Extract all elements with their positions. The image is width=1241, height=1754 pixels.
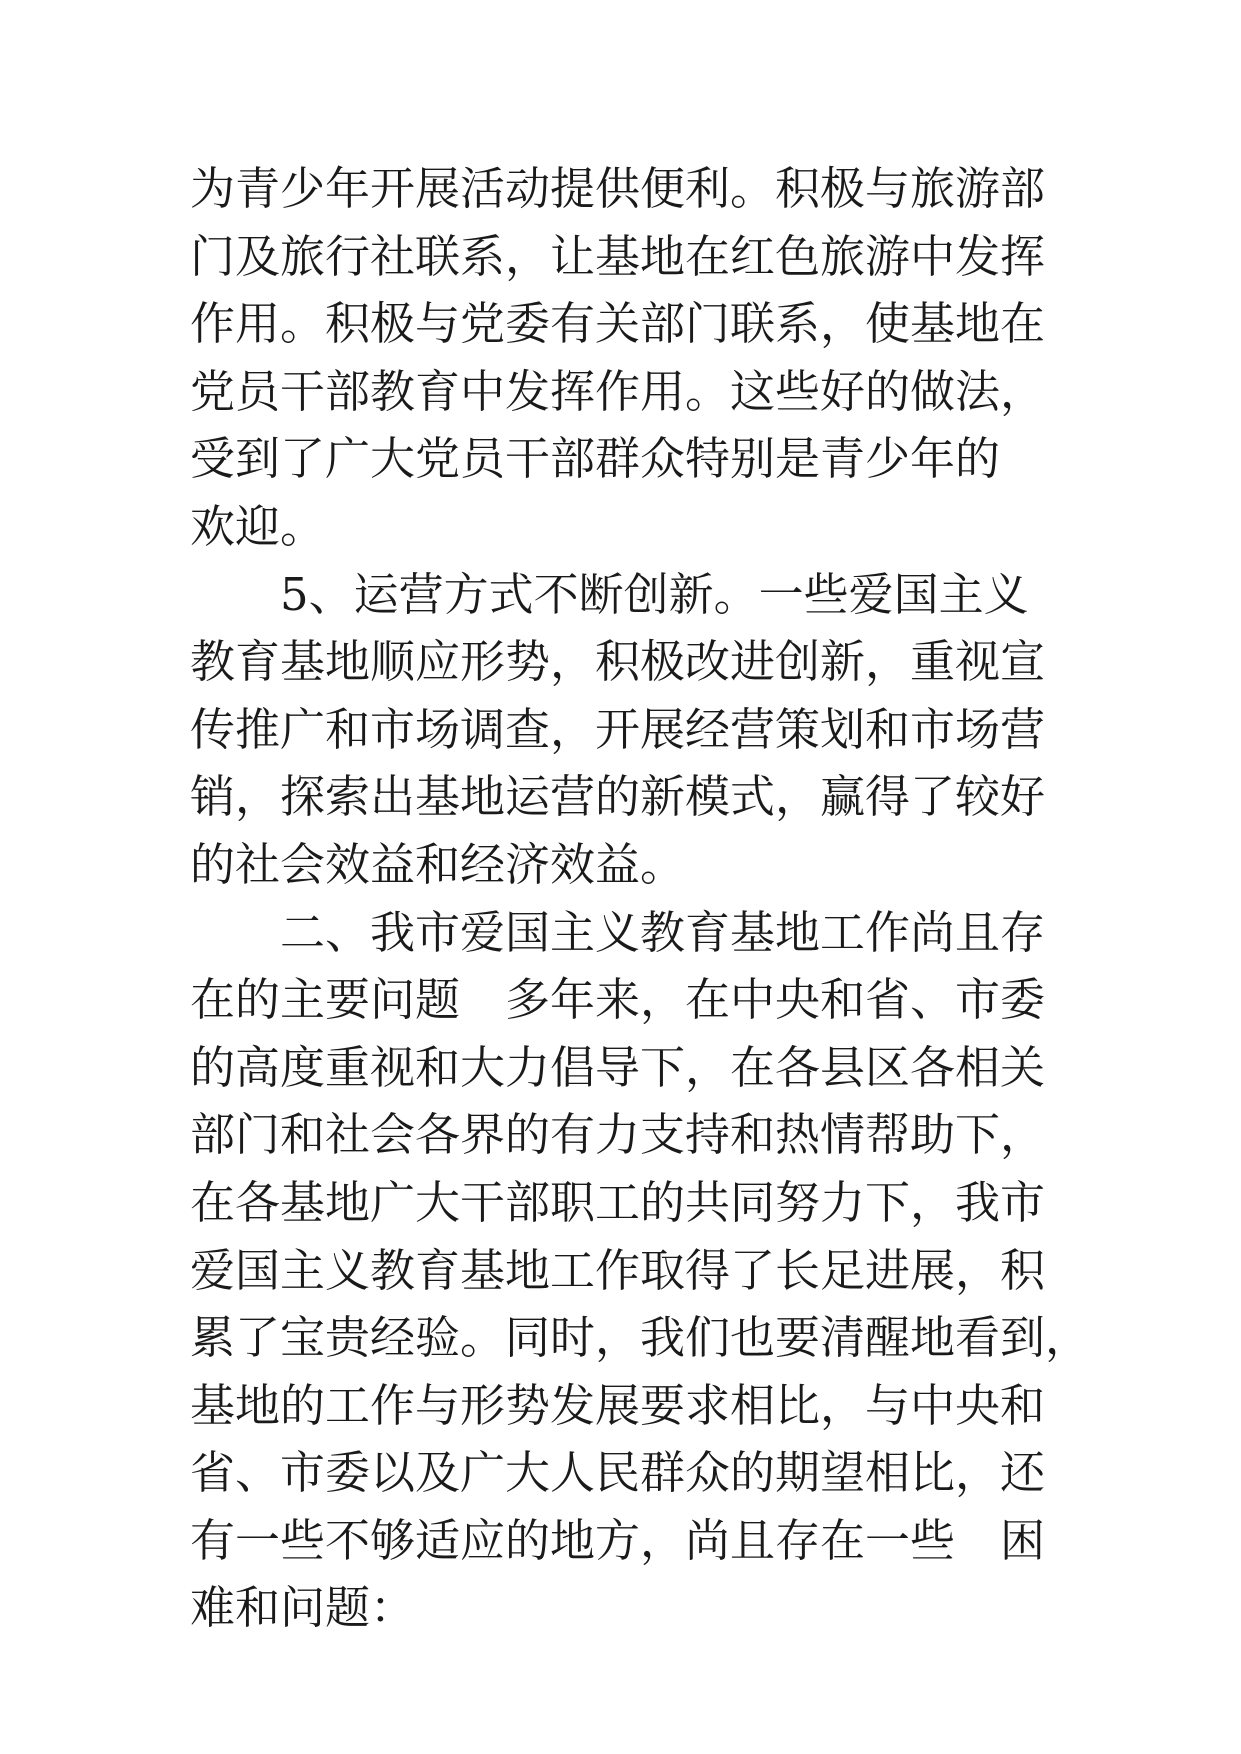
text-line: 欢迎。 <box>190 499 326 553</box>
text-line: 为青少年开展活动提供便利。积极与旅游部 <box>190 162 1046 215</box>
text-line: 门及旅行社联系，让基地在红色旅游中发挥 <box>190 229 1046 283</box>
text-line: 累了宝贵经验。同时，我们也要清醒地看到， <box>190 1311 1091 1365</box>
text-line: 传推广和市场调查，开展经营策划和市场营 <box>190 702 1046 756</box>
text-line: 二、我市爱国主义教育基地工作尚且存 <box>190 905 1046 959</box>
text-line: 在的主要问题 多年来，在中央和省、市委 <box>190 973 1046 1027</box>
text-line: 难和问题： <box>190 1581 416 1635</box>
text-line: 教育基地顺应形势，积极改进创新，重视宣 <box>190 635 1046 689</box>
text-line: 受到了广大党员干部群众特别是青少年的 <box>190 432 1001 486</box>
text-line: 的高度重视和大力倡导下，在各县区各相关 <box>190 1040 1046 1094</box>
text-line: 爱国主义教育基地工作取得了长足进展，积 <box>190 1243 1046 1297</box>
text-line: 党员干部教育中发挥作用。这些好的做法， <box>190 364 1046 418</box>
text-line: 的社会效益和经济效益。 <box>190 837 686 891</box>
text-line: 5、运营方式不断创新。一些爱国主义 <box>190 567 1029 621</box>
text-line: 省、市委以及广大人民群众的期望相比，还 <box>190 1446 1046 1500</box>
text-line: 有一些不够适应的地方，尚且存在一些 困 <box>190 1513 1046 1567</box>
text-line: 基地的工作与形势发展要求相比，与中央和 <box>190 1378 1046 1432</box>
text-line: 部门和社会各界的有力支持和热情帮助下， <box>190 1108 1046 1162</box>
text-line: 销，探索出基地运营的新模式，赢得了较好 <box>190 770 1046 824</box>
text-line: 作用。积极与党委有关部门联系，使基地在 <box>190 297 1046 351</box>
text-line: 在各基地广大干部职工的共同努力下，我市 <box>190 1175 1046 1229</box>
body-text <box>190 155 1091 1642</box>
